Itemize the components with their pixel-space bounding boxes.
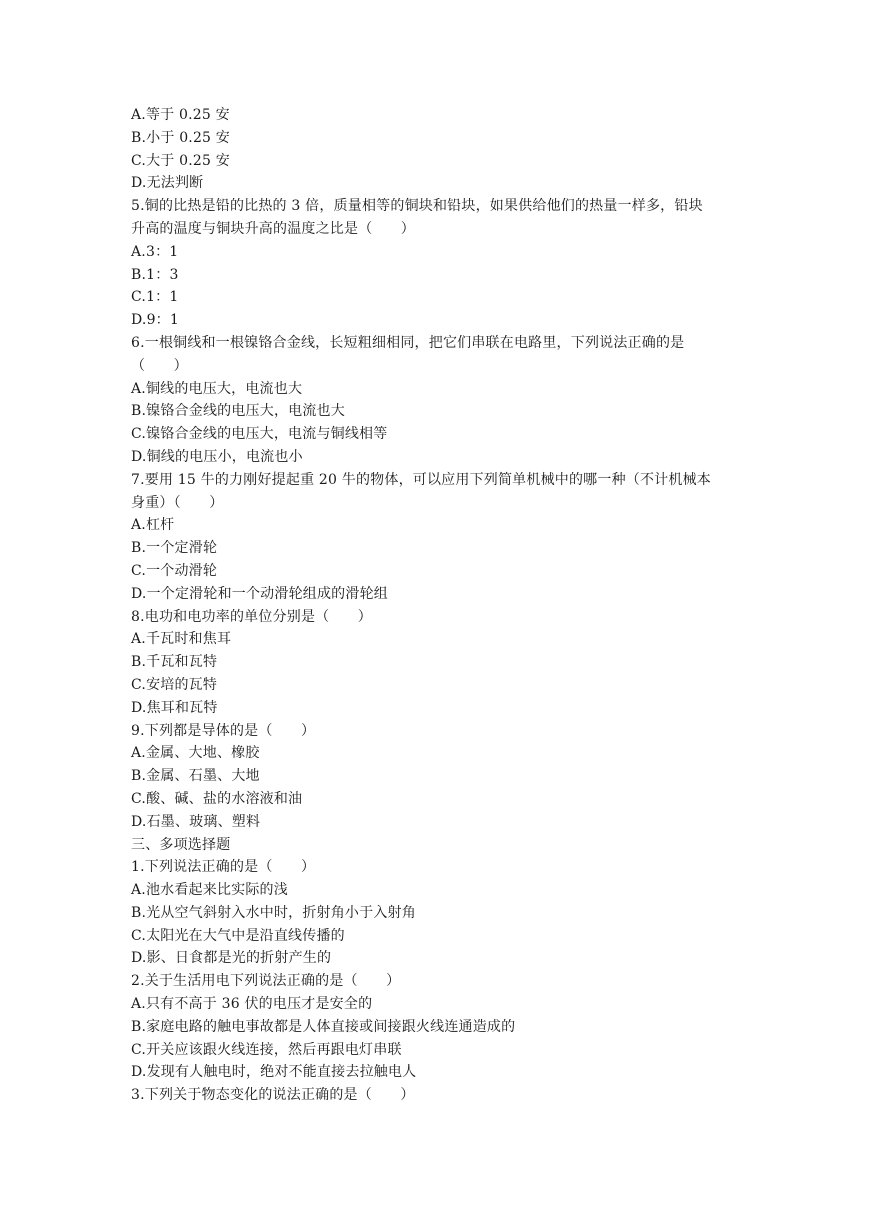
text-line: 3.下列关于物态变化的说法正确的是（ ） [131,1087,415,1104]
text-line: 7.要用 15 牛的力刚好提起重 20 牛的物体，可以应用下列简单机械中的哪一种（不计机械本 [131,471,711,488]
text-line: B.光从空气斜射入水中时，折射角小于入射角 [131,904,416,921]
text-line: A.金属、大地、橡胶 [131,745,260,762]
text-line: B.千瓦和瓦特 [131,654,218,671]
text-line: C.大于 0.25 安 [131,152,230,169]
text-line: 9.下列都是导体的是（ ） [131,722,316,739]
text-line: C.太阳光在大气中是沿直线传播的 [131,927,345,944]
text-line: 6.一根铜线和一根镍铬合金线，长短粗细相同，把它们串联在电路里，下列说法正确的是 [131,334,685,351]
text-line: C.镍铬合金线的电压大，电流与铜线相等 [131,426,388,443]
text-line: B.一个定滑轮 [131,540,218,557]
text-line: C.安培的瓦特 [131,676,218,693]
text-line: 1.下列说法正确的是（ ） [131,859,316,876]
text-line: A.池水看起来比实际的浅 [131,882,288,899]
text-line: A.只有不高于 36 伏的电压才是安全的 [131,996,373,1013]
text-line: D.发现有人触电时，绝对不能直接去拉触电人 [131,1064,417,1081]
text-line: C.1：1 [131,289,179,306]
text-line: 身重）（ ） [131,494,224,511]
text-line: A.铜线的电压大，电流也大 [131,380,303,397]
text-line: D.无法判断 [131,175,204,192]
text-line: B.家庭电路的触电事故都是人体直接或间接跟火线连通造成的 [131,1018,516,1035]
text-line: 2.关于生活用电下列说法正确的是（ ） [131,973,401,990]
document-page [131,104,751,1107]
text-line: A.等于 0.25 安 [131,107,230,123]
text-line: A.杠杆 [131,517,175,534]
text-line: B.镍铬合金线的电压大，电流也大 [131,403,345,420]
text-line: C.一个动滑轮 [131,562,218,579]
text-line: 8.电功和电功率的单位分别是（ ） [131,608,372,625]
text-line: B.小于 0.25 安 [131,129,231,146]
text-line: C.开关应该跟火线连接，然后再跟电灯串联 [131,1041,402,1058]
text-line: 5.铜的比热是铅的比热的 3 倍，质量相等的铜块和铅块，如果供给他们的热量一样多，铅块 [131,198,703,215]
text-line: A.3：1 [131,243,179,260]
text-line: D.焦耳和瓦特 [131,699,218,716]
text-line: D.铜线的电压小，电流也小 [131,448,303,465]
text-line: A.千瓦时和焦耳 [131,631,232,648]
section-heading: 三、多项选择题 [131,836,231,853]
text-line: 升高的温度与铜块升高的温度之比是（ ） [131,220,415,237]
text-line: D.影、日食都是光的折射产生的 [131,950,332,967]
text-line: D.石墨、玻璃、塑料 [131,813,261,830]
text-line: B.金属、石墨、大地 [131,768,260,785]
text-line: D.一个定滑轮和一个动滑轮组成的滑轮组 [131,585,388,602]
text-line: D.9：1 [131,312,179,329]
text-line: B.1：3 [131,266,179,283]
text-line: （ ） [131,357,188,374]
text-line: C.酸、碱、盐的水溶液和油 [131,790,303,807]
